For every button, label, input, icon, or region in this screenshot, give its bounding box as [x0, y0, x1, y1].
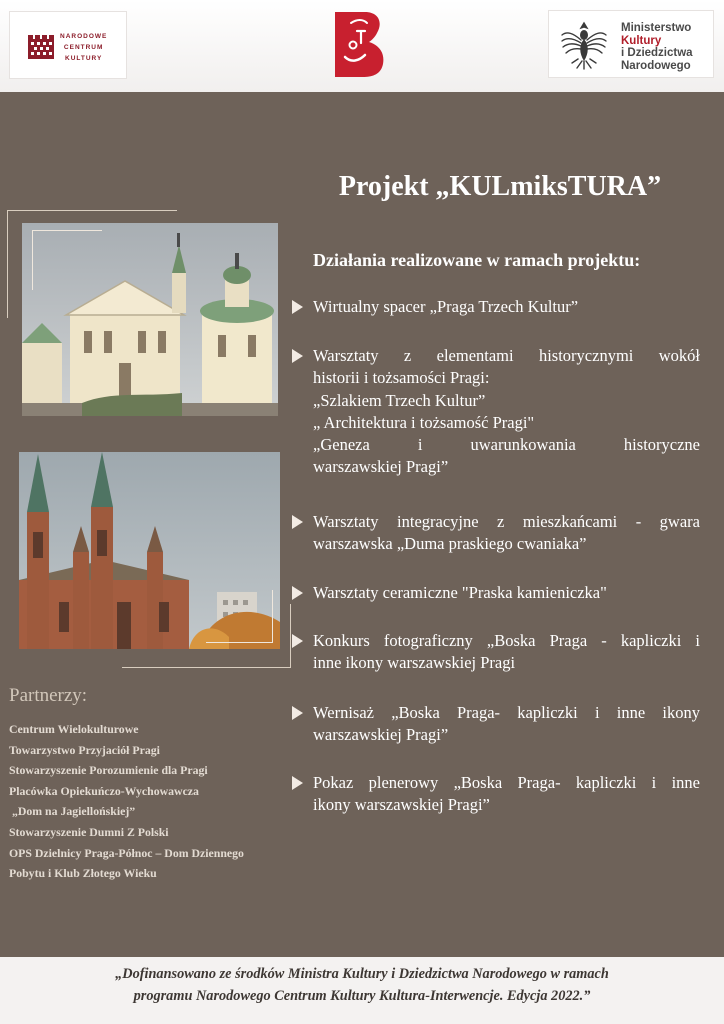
church-illustration-2: [19, 452, 280, 649]
partner-item: OPS Dzielnicy Praga-Północ – Dom Dziennego: [9, 845, 244, 860]
activity-item: [292, 582, 700, 604]
activity-line: Pokaz plenerowy „Boska Praga- kapliczki i inne: [313, 773, 700, 792]
activity-line: Warsztaty z elementami historycznymi wokół: [313, 346, 700, 365]
ministry-line-3: i Dziedzictwa: [621, 47, 693, 59]
activity-line: warszawskiej Pragi”: [313, 725, 449, 745]
b-logo-icon[interactable]: [331, 9, 387, 79]
frame-line-right: [290, 604, 291, 667]
church-illustration-1: [22, 223, 278, 416]
arrow-right-icon: [292, 300, 303, 314]
photo2-corner-h: [206, 642, 273, 643]
activity-line: Wernisaż „Boska Praga- kapliczki i inne ikony: [313, 703, 700, 722]
activity-line: inne ikony warszawskiej Pragi: [313, 653, 516, 673]
partners-list: [9, 719, 244, 884]
funding-note-line-1: „Dofinansowano ze środków Ministra Kultury i Dziedzictwa Narodowego w ramach: [115, 966, 609, 982]
ncc-logo-text: [60, 31, 107, 64]
ministry-line-2: Kultury: [621, 34, 662, 47]
activity-line: Warsztaty integracyjne z mieszkańcami - gwara: [313, 512, 700, 531]
church-photo-1: [22, 223, 278, 416]
partner-item: Stowarzyszenie Dumni Z Polski: [9, 824, 169, 839]
arrow-right-icon: [292, 706, 303, 720]
activity-line: „ Architektura i tożsamość Pragi": [313, 412, 535, 432]
header-bar: [0, 0, 724, 92]
photo2-corner-v: [272, 590, 273, 642]
funding-note-line-2: programu Narodowego Centrum Kultury Kultura-Interwencje. Edycja 2022.”: [133, 988, 591, 1004]
ministry-logo[interactable]: [548, 10, 714, 78]
partner-item: „Dom na Jagiellońskiej”: [9, 804, 136, 819]
footer-bar: [0, 957, 724, 1024]
project-title: Projekt „KULmiksTURA”: [338, 171, 662, 202]
ncc-line-3: KULTURY: [65, 55, 103, 62]
arrow-right-icon: [292, 349, 303, 363]
frame-line-left: [7, 210, 8, 318]
activities-subtitle: Działania realizowane w ramach projektu:: [313, 250, 641, 270]
partner-item: Towarzystwo Przyjaciół Pragi: [9, 742, 160, 757]
partners-title: Partnerzy:: [9, 685, 88, 706]
activity-item: [292, 511, 700, 556]
partner-item: Pobytu i Klub Złotego Wieku: [9, 866, 157, 881]
activity-line: Wirtualny spacer „Praga Trzech Kultur”: [313, 297, 579, 316]
ncc-logo[interactable]: [9, 11, 127, 79]
ncc-castle-icon: [28, 33, 54, 59]
arrow-right-icon: [292, 586, 303, 600]
frame-line-top: [7, 210, 177, 211]
church-photo-2: [19, 452, 280, 649]
activity-line: „Szlakiem Trzech Kultur”: [313, 390, 486, 410]
ministry-line-4: Narodowego: [621, 59, 691, 72]
ministry-logo-text: [621, 22, 693, 72]
activity-line: ikony warszawskiej Pragi”: [313, 795, 490, 815]
ncc-line-1: NARODOWE: [60, 33, 108, 40]
activity-line: historii i tożsamości Pragi:: [313, 368, 490, 388]
ministry-line-1: Ministerstwo: [621, 22, 692, 34]
activity-item: [292, 345, 700, 479]
arrow-right-icon: [292, 634, 303, 648]
activity-item: [292, 772, 700, 817]
arrow-right-icon: [292, 776, 303, 790]
arrow-right-icon: [292, 515, 303, 529]
partner-item: Placówka Opiekuńczo-Wychowawcza: [9, 783, 199, 798]
activity-line: Konkurs fotograficzny „Boska Praga - kapliczki i: [313, 631, 700, 650]
activity-item: [292, 630, 700, 675]
ncc-line-2: CENTRUM: [63, 44, 104, 51]
partner-item: Centrum Wielokulturowe: [9, 722, 139, 736]
activity-line: „Geneza i uwarunkowania historyczne: [313, 435, 700, 455]
frame-line-bottom: [122, 667, 291, 668]
activity-item: [292, 702, 700, 747]
activity-line: warszawskiej Pragi”: [313, 457, 449, 477]
activity-item: [292, 296, 700, 318]
funding-note: [22, 963, 702, 1007]
activity-line: Warsztaty ceramiczne "Praska kamieniczka": [313, 583, 607, 602]
eagle-emblem-icon: [559, 19, 609, 71]
activity-line: warszawska „Duma praskiego cwaniaka”: [313, 534, 587, 554]
partner-item: Stowarzyszenie Porozumienie dla Pragi: [9, 763, 208, 778]
photo1-corner-v: [32, 230, 33, 290]
photo1-corner-h: [32, 230, 102, 231]
